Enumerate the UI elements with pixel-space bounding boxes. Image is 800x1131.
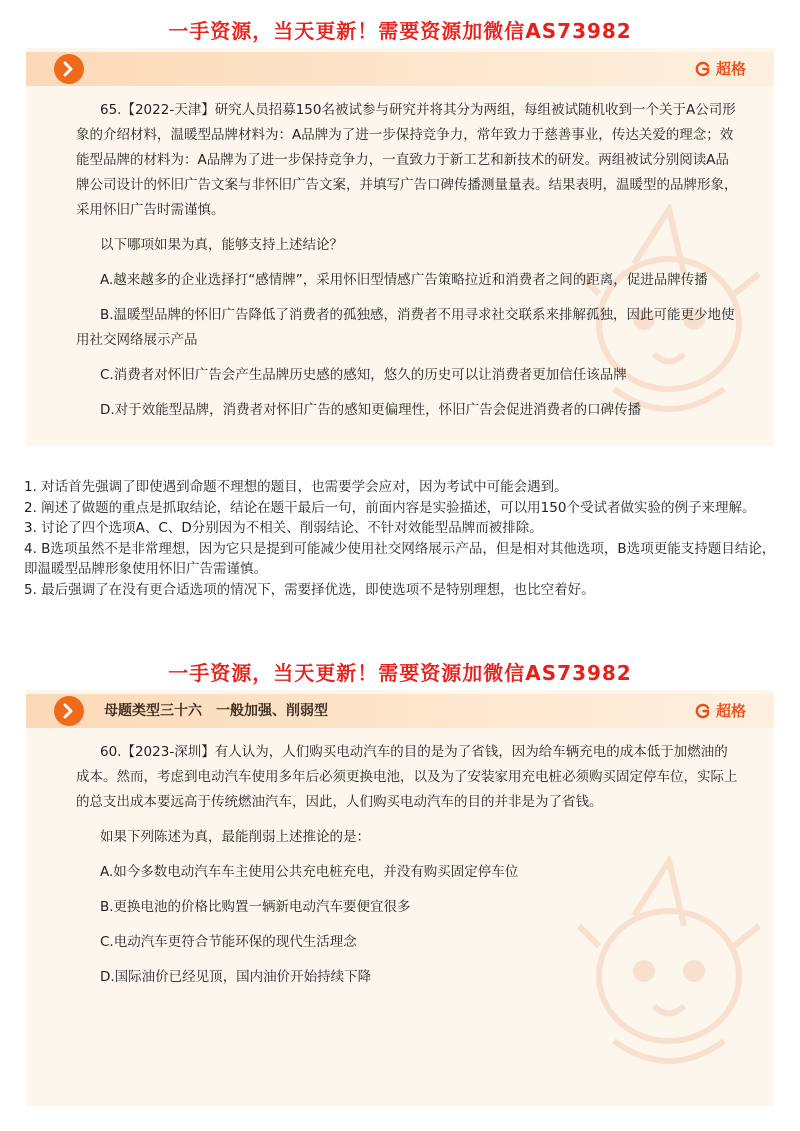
note-item: 3. 讨论了四个选项A、C、D分别因为不相关、削弱结论、不针对效能型品牌而被排除。 [24, 520, 543, 536]
question-card-2 [26, 656, 774, 1106]
option-c: C.电动汽车更符合节能环保的现代生活理念 [100, 934, 357, 950]
option-b: B.温暖型品牌的怀旧广告降低了消费者的孤独感，消费者不用寻求社交联系来排解孤独，因此可能更少地使用社交网络展示产品 [76, 307, 735, 348]
option-d: D.对于效能型品牌，消费者对怀旧广告的感知更偏理性，怀旧广告会促进消费者的口碑传播 [100, 402, 642, 418]
question-body [76, 98, 740, 423]
note-item: 2. 阐述了做题的重点是抓取结论，结论在题干最后一句，前面内容是实验描述，可以用150个受试者做实验的例子来理解。 [24, 499, 756, 516]
option-b: B.更换电池的价格比购置一辆新电动汽车要便宜很多 [100, 899, 411, 915]
section-banner [26, 52, 774, 86]
summary-notes [24, 477, 776, 600]
brand-name: 超格 [715, 702, 746, 720]
question-card-1 [26, 14, 774, 446]
question-stem: 60.【2023-深圳】有人认为，人们购买电动汽车的目的是为了省钱，因为给车辆充电的成本低于加燃油的成本。然而，考虑到电动汽车使用多年后必须更换电池，以及为了安装家用充电桩必须购买固定停车位，实际上的总支出成本要远高于传统燃油汽车，因此，人们购买电动汽车的目的并非是为了省钱。 [76, 744, 738, 810]
brand-g-icon [695, 703, 711, 719]
brand-logo [695, 694, 746, 728]
option-a: A.如今多数电动汽车车主使用公共充电桩充电，并没有购买固定停车位 [100, 864, 519, 880]
section-title: 母题类型三十六 一般加强、削弱型 [104, 703, 328, 719]
note-item: 1. 对话首先强调了即使遇到命题不理想的题目，也需要学会应对，因为考试中可能会遇到。 [24, 479, 568, 495]
option-d: D.国际油价已经见顶，国内油价开始持续下降 [100, 969, 372, 985]
note-item: 5. 最后强调了在没有更合适选项的情况下，需要择优选，即使选项不是特别理想，也比空着好。 [24, 581, 595, 598]
option-a: A.越来越多的企业选择打“感情牌”，采用怀旧型情感广告策略拉近和消费者之间的距离，促进品牌传播 [100, 272, 708, 288]
brand-logo [695, 52, 746, 86]
watermark-banner: 一手资源，当天更新！需要资源加微信AS73982 [26, 656, 774, 690]
question-prompt: 如果下列陈述为真，最能削弱上述推论的是： [100, 829, 370, 845]
arrow-right-icon [54, 696, 84, 726]
brand-g-icon [695, 61, 711, 77]
section-banner [26, 694, 774, 728]
watermark-banner: 一手资源，当天更新！需要资源加微信AS73982 [26, 14, 774, 48]
note-item: 4. B选项虽然不是非常理想，因为它只是提到可能减少使用社交网络展示产品，但是相对其他选项，B选项更能支持题目结论，即温暖型品牌形象使用怀旧广告需谨慎。 [24, 540, 776, 577]
brand-name: 超格 [715, 60, 746, 78]
arrow-right-icon [54, 54, 84, 84]
question-prompt: 以下哪项如果为真，能够支持上述结论？ [100, 237, 343, 253]
question-body [76, 740, 740, 990]
option-c: C.消费者对怀旧广告会产生品牌历史感的感知，悠久的历史可以让消费者更加信任该品牌 [100, 367, 627, 383]
question-stem: 65.【2022-天津】研究人员招募150名被试参与研究并将其分为两组，每组被试随机收到一个关于A公司形象的介绍材料，温暖型品牌材料为：A品牌为了进一步保持竞争力，常年致力于慈善事业，传达关爱的理念；效能型品牌的材料为：A品牌为了进一步保持竞争力，一直致力于新工艺和新技术的研发。两组被试分别阅读A品牌公司设计的怀旧广告文案与非怀旧广告文案，并填写广告口碑传播测量量表。结果表明，温暖型的品牌形象，采用怀旧广告时需谨慎。 [76, 102, 738, 218]
